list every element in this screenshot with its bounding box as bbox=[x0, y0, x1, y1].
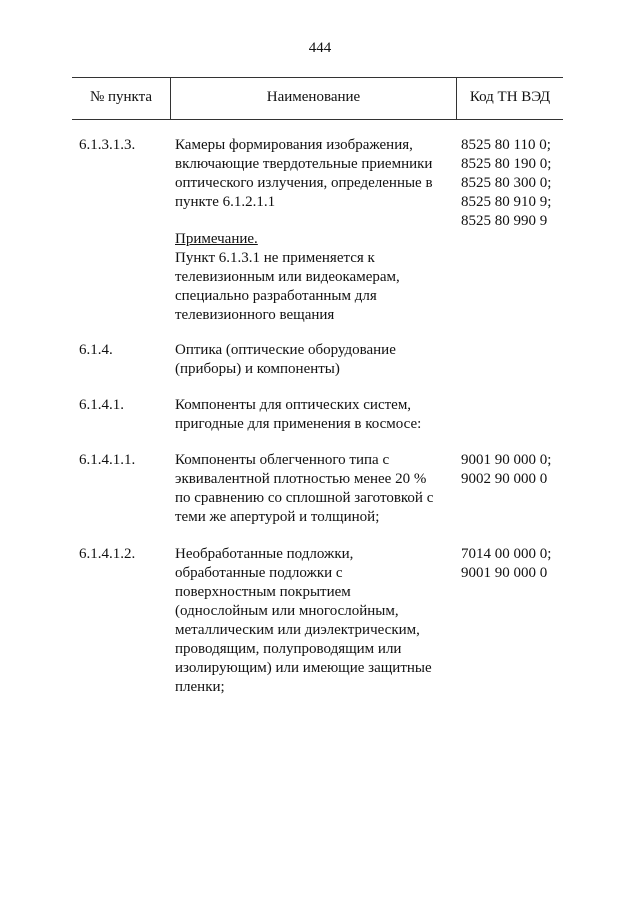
note-label: Примечание. bbox=[175, 231, 258, 247]
item-number: 6.1.4.1.2. bbox=[79, 546, 136, 562]
item-name-line: (однослойным или многослойным, bbox=[175, 603, 399, 619]
tn-ved-code: 7014 00 000 0; bbox=[461, 546, 552, 562]
tn-ved-code: 8525 80 190 0; bbox=[461, 156, 552, 172]
header-item-number: № пункта bbox=[89, 89, 153, 105]
item-name bbox=[175, 341, 460, 379]
item-codes bbox=[461, 451, 571, 489]
tn-ved-code: 8525 80 910 9; bbox=[461, 194, 552, 210]
item-name bbox=[175, 396, 460, 434]
item-name-line: Камеры формирования изображения, bbox=[175, 137, 413, 153]
note-line: специально разработанным для bbox=[175, 288, 377, 304]
note-line: Пункт 6.1.3.1 не применяется к bbox=[175, 250, 375, 266]
item-name-line: обработанные подложки с bbox=[175, 565, 343, 581]
tn-ved-code: 9001 90 000 0; bbox=[461, 452, 552, 468]
item-name bbox=[175, 136, 460, 212]
item-name-line: пленки; bbox=[175, 679, 225, 695]
tn-ved-code: 8525 80 990 9 bbox=[461, 213, 548, 229]
item-name-line: пункте 6.1.2.1.1 bbox=[175, 194, 276, 210]
item-note bbox=[175, 230, 460, 325]
item-number: 6.1.4. bbox=[79, 342, 113, 358]
tn-ved-code: 8525 80 300 0; bbox=[461, 175, 552, 191]
item-number: 6.1.4.1.1. bbox=[79, 452, 136, 468]
item-name-line: металлическим или диэлектрическим, bbox=[175, 622, 420, 638]
item-name-line: поверхностным покрытием bbox=[175, 584, 351, 600]
note-line: телевизионным или видеокамерам, bbox=[175, 269, 400, 285]
page-number: 444 bbox=[308, 40, 332, 56]
item-name-line: Компоненты облегченного типа с bbox=[175, 452, 390, 468]
item-name-line: (приборы) и компоненты) bbox=[175, 361, 340, 377]
item-name-line: оптического излучения, определенные в bbox=[175, 175, 433, 191]
tn-ved-code: 8525 80 110 0; bbox=[461, 137, 551, 153]
item-name-line: изолирующим) или имеющие защитные bbox=[175, 660, 432, 676]
item-name bbox=[175, 451, 460, 527]
item-name-line: Компоненты для оптических систем, bbox=[175, 397, 412, 413]
table-header-top-rule bbox=[72, 77, 563, 78]
item-name-line: включающие твердотельные приемники bbox=[175, 156, 433, 172]
item-name-line: проводящим, полупроводящим или bbox=[175, 641, 402, 657]
item-number: 6.1.4.1. bbox=[79, 397, 124, 413]
item-name-line: Необработанные подложки, bbox=[175, 546, 354, 562]
item-name-line: пригодные для применения в космосе: bbox=[175, 416, 422, 432]
item-number: 6.1.3.1.3. bbox=[79, 137, 136, 153]
tn-ved-code: 9002 90 000 0 bbox=[461, 471, 548, 487]
item-codes bbox=[461, 136, 571, 231]
item-name-line: по сравнению со сплошной заготовкой с bbox=[175, 490, 434, 506]
header-name: Наименование bbox=[266, 89, 361, 105]
item-name-line: эквивалентной плотностью менее 20 % bbox=[175, 471, 427, 487]
note-line: телевизионного вещания bbox=[175, 307, 335, 323]
table-header-bottom-rule bbox=[72, 119, 563, 120]
header-tn-ved-code: Код ТН ВЭД bbox=[469, 89, 551, 105]
tn-ved-code: 9001 90 000 0 bbox=[461, 565, 548, 581]
item-codes bbox=[461, 545, 571, 583]
item-name-line: Оптика (оптические оборудование bbox=[175, 342, 396, 358]
item-name bbox=[175, 545, 460, 697]
item-name-line: теми же апертурой и толщиной; bbox=[175, 509, 380, 525]
